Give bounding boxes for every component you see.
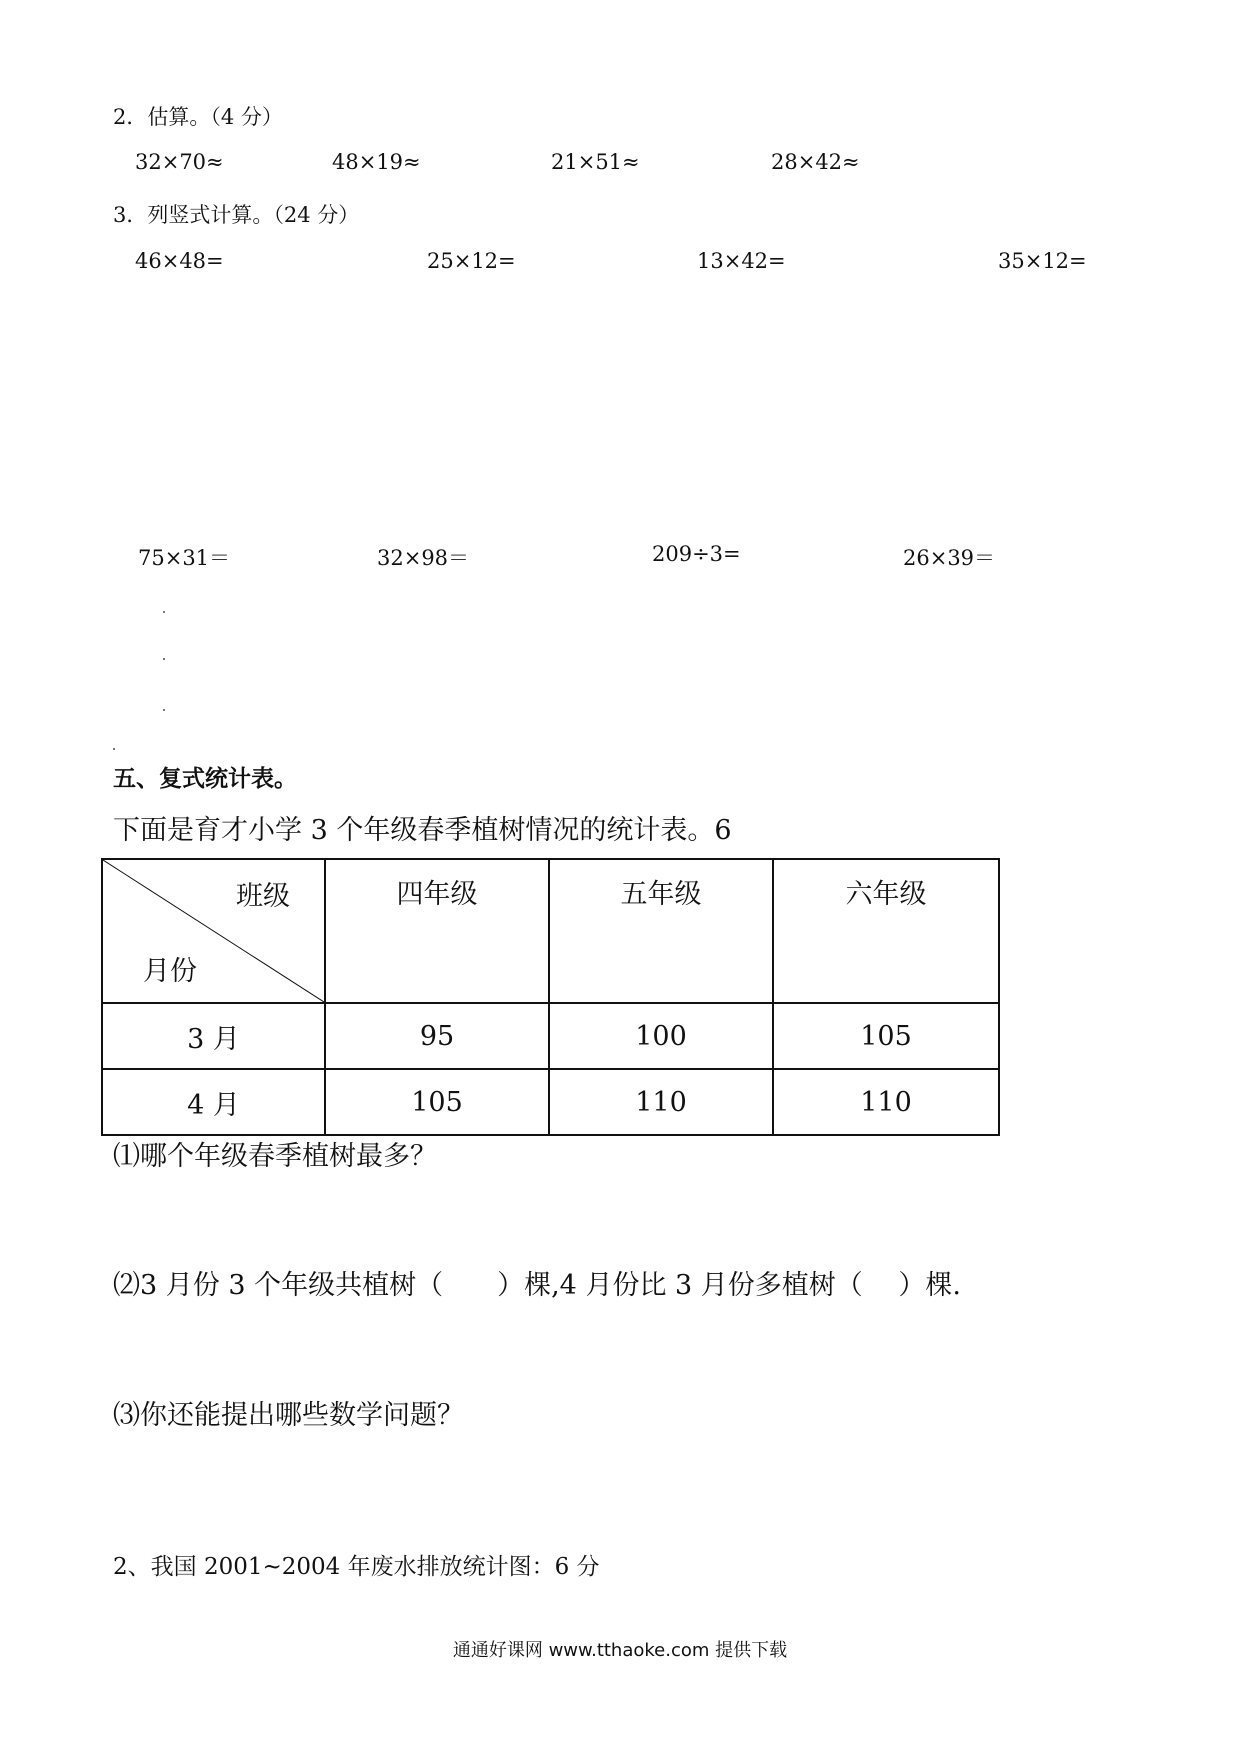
table-header-row — [102, 859, 999, 1003]
question-2: ⑵3 月份 3 个年级共植树（ ）棵,4 月份比 3 月份多植树（ ）棵. — [113, 1270, 961, 1301]
planting-stats-table — [101, 858, 1000, 1136]
scan-dot — [163, 709, 165, 711]
calc-item-6: 32×98＝ — [377, 546, 470, 570]
estimate-item-1: 32×70≈ — [135, 150, 224, 174]
part5-intro: 下面是育才小学 3 个年级春季植树情况的统计表。6 — [113, 815, 732, 846]
estimate-item-3: 21×51≈ — [551, 150, 640, 174]
section3-heading: 3．列竖式计算。（24 分） — [113, 203, 360, 227]
table-cell: 110 — [549, 1069, 773, 1135]
scan-dot — [163, 658, 165, 660]
table-corner-cell — [102, 859, 325, 1003]
calc-item-1: 46×48= — [135, 249, 224, 273]
calc-item-7: 209÷3= — [652, 542, 741, 566]
calc-item-2: 25×12= — [427, 249, 516, 273]
table-cell: 95 — [325, 1003, 549, 1069]
calc-item-8: 26×39＝ — [903, 546, 996, 570]
diagonal-divider — [103, 860, 324, 1002]
section2-heading: 2．估算。（4 分） — [113, 105, 283, 129]
table-row — [102, 1069, 999, 1135]
column-header: 六年级 — [773, 859, 999, 1003]
question-1: ⑴哪个年级春季植树最多？ — [113, 1141, 437, 1172]
estimate-item-4: 28×42≈ — [771, 150, 860, 174]
question-3: ⑶你还能提出哪些数学问题？ — [113, 1400, 464, 1431]
table-cell: 110 — [773, 1069, 999, 1135]
column-header: 四年级 — [325, 859, 549, 1003]
table-row — [102, 1003, 999, 1069]
row-header: 3 月 — [102, 1003, 325, 1069]
column-header: 五年级 — [549, 859, 773, 1003]
table-cell: 100 — [549, 1003, 773, 1069]
corner-label-class: 班级 — [236, 881, 290, 912]
scan-dot — [163, 611, 165, 613]
part5-heading: 五、复式统计表。 — [113, 766, 297, 792]
corner-label-month: 月份 — [143, 956, 197, 987]
scan-dot — [113, 748, 115, 750]
estimate-item-2: 48×19≈ — [332, 150, 421, 174]
part2-next-heading: 2、我国 2001~2004 年废水排放统计图：6 分 — [113, 1554, 600, 1580]
row-header: 4 月 — [102, 1069, 325, 1135]
footer-source: 通通好课网 www.tthaoke.com 提供下载 — [452, 1640, 788, 1661]
calc-item-4: 35×12= — [998, 249, 1087, 273]
calc-item-5: 75×31＝ — [138, 546, 231, 570]
table-cell: 105 — [325, 1069, 549, 1135]
table-cell: 105 — [773, 1003, 999, 1069]
calc-item-3: 13×42= — [697, 249, 786, 273]
